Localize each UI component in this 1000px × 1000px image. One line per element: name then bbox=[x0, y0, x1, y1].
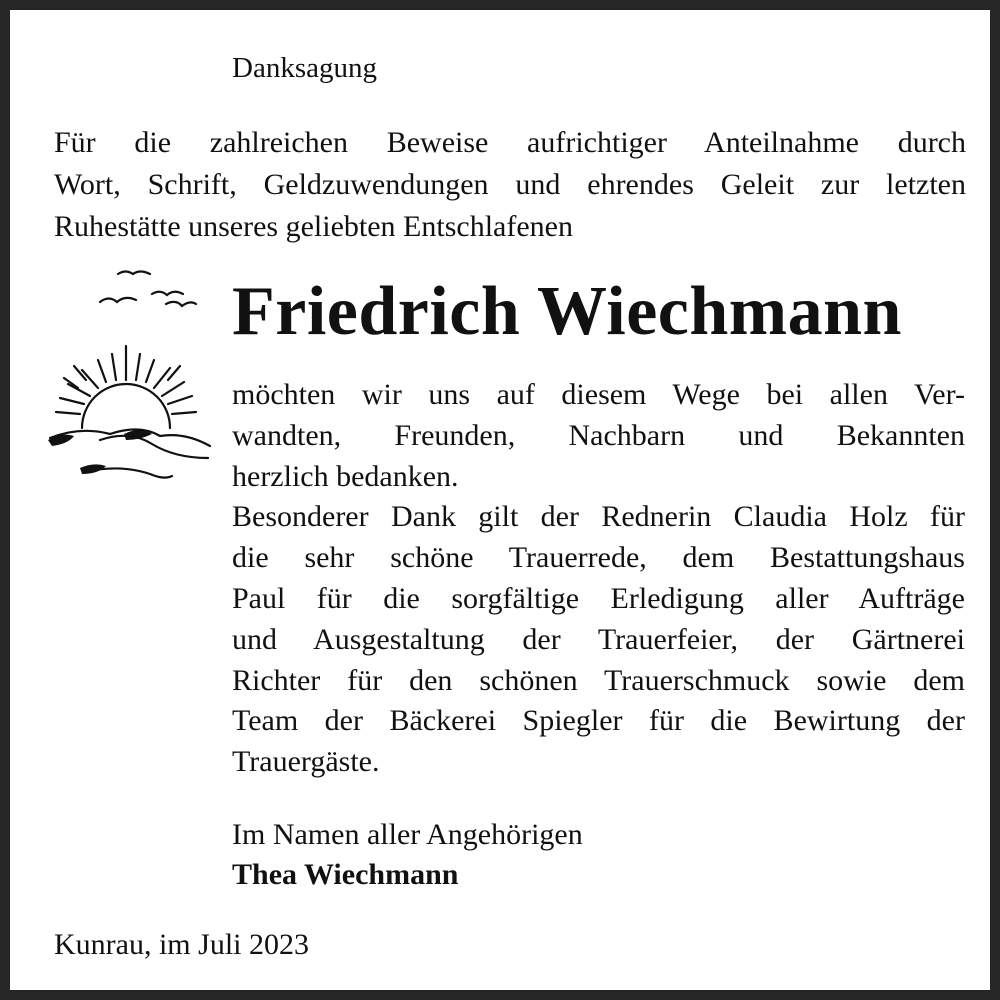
place-and-date: Kunrau, im Juli 2023 bbox=[54, 928, 309, 961]
sun-arc bbox=[82, 384, 170, 428]
intro-line: Für die zahlreichen Beweise aufrichtiger Anteilnahme durch bbox=[54, 126, 966, 159]
bird-shape bbox=[152, 292, 183, 295]
body-line: Besonderer Dank gilt der Rednerin Claudia Holz für bbox=[232, 500, 965, 534]
intro-paragraph bbox=[54, 122, 966, 248]
bird-shape bbox=[118, 272, 150, 275]
bird-shape bbox=[100, 298, 136, 302]
notice-heading: Danksagung bbox=[232, 52, 377, 84]
body-line: wandten, Freunden, Nachbarn und Bekannten bbox=[232, 418, 965, 452]
closing-block bbox=[232, 815, 583, 895]
body-line: Paul für die sorgfältige Erledigung aller Aufträge bbox=[232, 581, 965, 615]
deceased-name: Friedrich Wiechmann bbox=[232, 273, 902, 350]
body-line: Trauergäste. bbox=[232, 745, 380, 779]
sun-rays bbox=[56, 346, 196, 414]
thanks-paragraph bbox=[232, 375, 965, 783]
closing-line: Im Namen aller Angehörigen bbox=[232, 818, 583, 851]
body-line: möchten wir uns auf diesem Wege bei allen Ver- bbox=[232, 378, 965, 411]
sunset-with-birds-icon bbox=[40, 262, 212, 486]
bird-shape bbox=[166, 302, 196, 306]
body-line: Richter für den schönen Trauerschmuck sowie dem bbox=[232, 663, 965, 697]
intro-line: Ruhestätte unseres geliebten Entschlafenen bbox=[54, 210, 573, 243]
body-line: die sehr schöne Trauerrede, dem Bestattungshaus bbox=[232, 541, 965, 575]
body-line: und Ausgestaltung der Trauerfeier, der Gärtnerei bbox=[232, 622, 965, 656]
body-line: Team der Bäckerei Spiegler für die Bewirtung der bbox=[232, 704, 965, 738]
body-line: herzlich bedanken. bbox=[232, 459, 459, 493]
signer-name: Thea Wiechmann bbox=[232, 858, 459, 891]
intro-line: Wort, Schrift, Geldzuwendungen und ehrendes Geleit zur letzten bbox=[54, 168, 966, 201]
